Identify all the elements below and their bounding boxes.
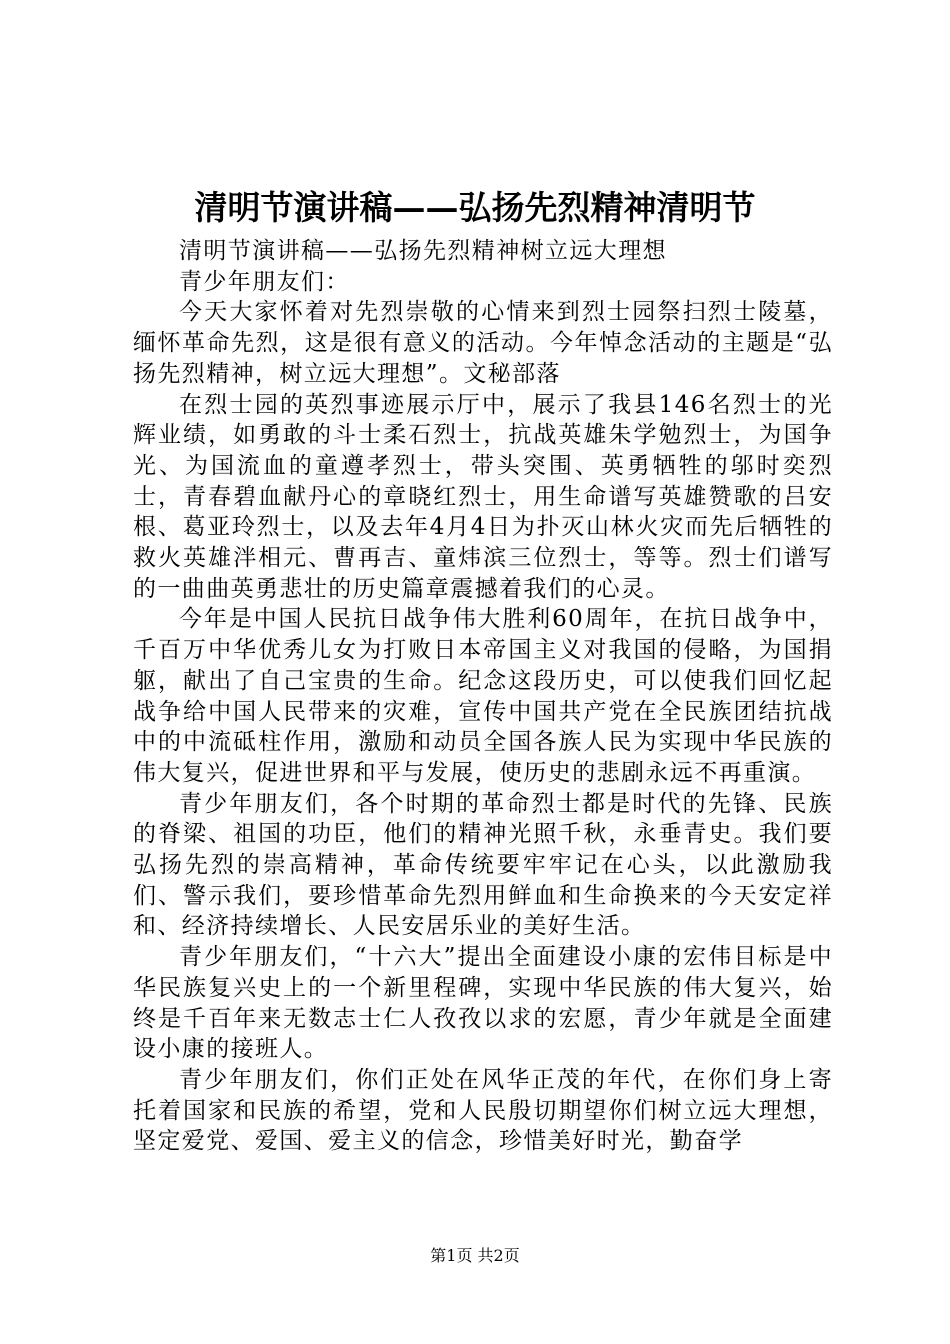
salutation-paragraph: 青少年朋友们： (179, 268, 350, 295)
document-title: 清明节演讲稿——弘扬先烈精神清明节 (194, 188, 756, 227)
body-paragraph: 青少年朋友们，你们正处在风华正茂的年代，在你们身上寄托着国家和民族的希望，党和人民殷切期望你们树立远大理想，坚定爱党、爱国、爱主义的信念，珍惜美好时光，勤奋学 (133, 1066, 833, 1155)
page-number-footer: 第1页 共2页 (430, 1246, 520, 1265)
subtitle-paragraph: 清明节演讲稿——弘扬先烈精神树立远大理想 (179, 238, 667, 264)
document-body (133, 236, 833, 1157)
body-paragraph: 今年是中国人民抗日战争伟大胜利60周年，在抗日战争中，千百万中华优秀儿女为打败日本帝国主义对我国的侵略，为国捐躯，献出了自己宝贵的生命。纪念这段历史，可以使我们回忆起战争给中国人民带来的灾难，宣传中国共产党在全民族团结抗战中的中流砥柱作用，激励和动员全国各族人民为实现中华民族的伟大复兴，促进世界和平与发展，使历史的悲剧永远不再重演。 (133, 606, 833, 786)
body-paragraph: 今天大家怀着对先烈崇敬的心情来到烈士园祭扫烈士陵墓，缅怀革命先烈，这是很有意义的活动。今年悼念活动的主题是“弘扬先烈精神，树立远大理想”。文秘部落 (133, 299, 833, 387)
body-paragraph: 在烈士园的英烈事迹展示厅中，展示了我县146名烈士的光辉业绩，如勇敢的斗士柔石烈士，抗战英雄朱学勉烈士，为国争光、为国流血的童遵孝烈士，带头突围、英勇牺牲的邬时奕烈士，青春碧血献丹心的章晓红烈士，用生命谱写英雄赞歌的吕安根、葛亚玲烈士，以及去年4月4日为扑灭山林火灾而先后牺牲的救火英雄泮相元、曹再吉、童炜滨三位烈士，等等。烈士们谱写的一曲曲英勇悲壮的历史篇章震撼着我们的心灵。 (133, 391, 833, 602)
body-paragraph: 青少年朋友们，各个时期的革命烈士都是时代的先锋、民族的脊梁、祖国的功臣，他们的精神光照千秋，永垂青史。我们要弘扬先烈的崇高精神，革命传统要牢牢记在心头，以此激励我们、警示我们，要珍惜革命先烈用鲜血和生命换来的今天安定祥和、经济持续增长、人民安居乐业的美好生活。 (133, 790, 833, 940)
body-paragraph: 青少年朋友们，“十六大”提出全面建设小康的宏伟目标是中华民族复兴史上的一个新里程碑，实现中华民族的伟大复兴，始终是千百年来无数志士仁人孜孜以求的宏愿，青少年就是全面建设小康的接班人。 (133, 944, 833, 1063)
